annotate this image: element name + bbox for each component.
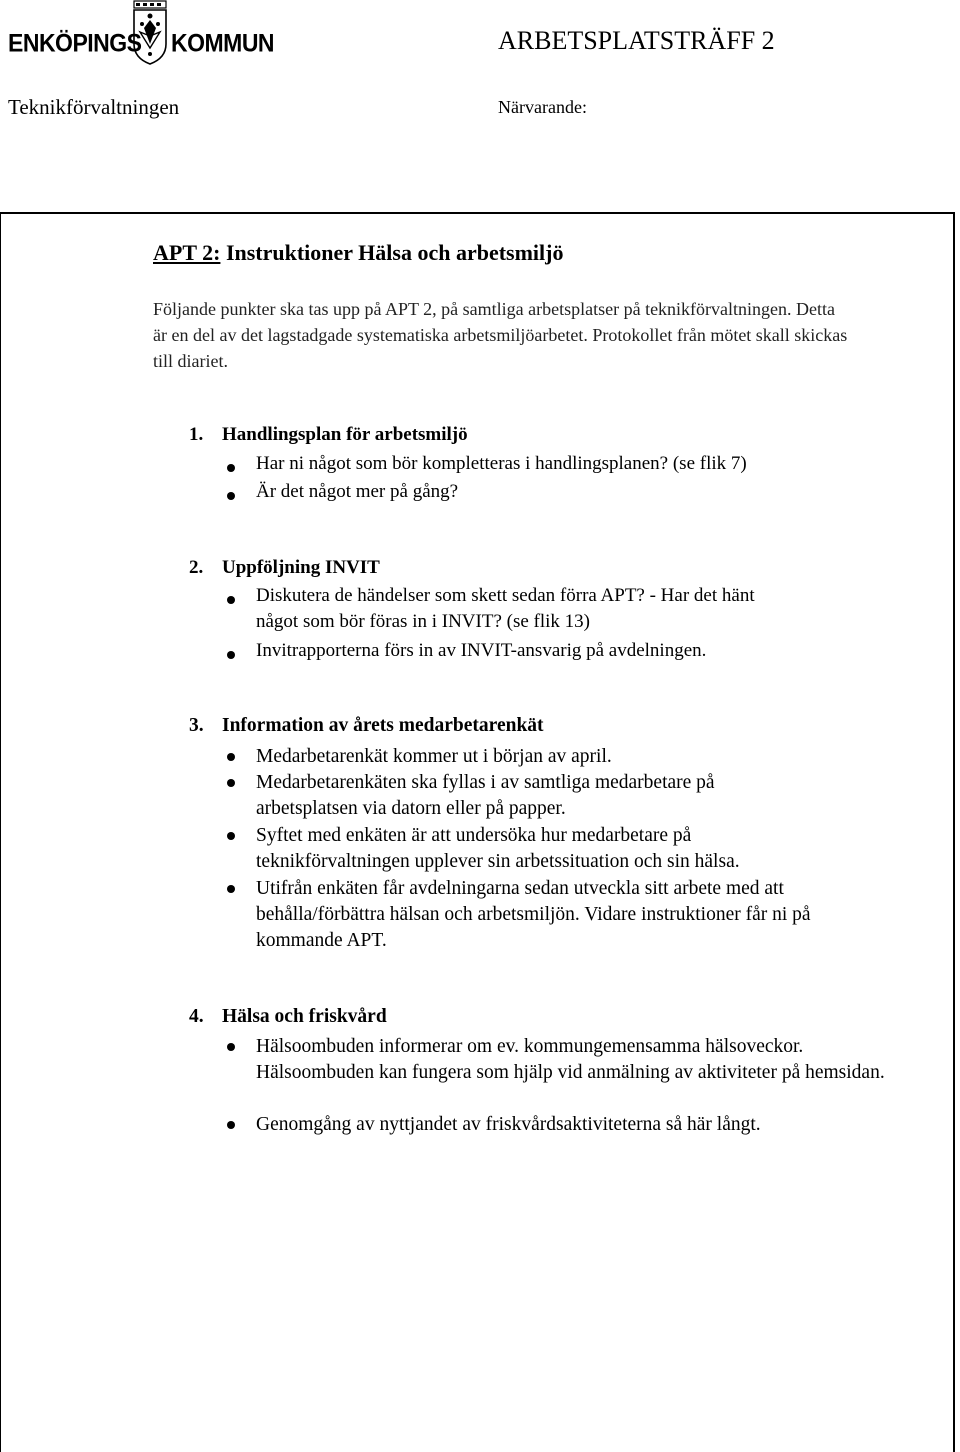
list-item-text: Medarbetarenkät kommer ut i början av april. [256, 746, 612, 767]
bullet-icon [227, 464, 235, 472]
section-title: Uppföljning INVIT [222, 557, 380, 578]
coat-of-arms-icon [128, 0, 172, 66]
section-heading [189, 424, 468, 446]
attendees-label: Närvarande: [498, 97, 587, 117]
section-number: 1. [189, 424, 204, 445]
bullet-icon [227, 1043, 235, 1051]
logo-word-right: KOMMUN [171, 28, 275, 57]
bullet-icon [227, 779, 235, 787]
bullet-icon [227, 492, 235, 500]
intro-paragraph: Följande punkter ska tas upp på APT 2, på samtliga arbetsplatser på teknikförvaltningen. Detta är en del av det lagstadgade systematiska arbetsmiljöarbetet. Protokollet från mötet skall skickas till diariet. [153, 299, 848, 371]
section-heading [189, 715, 544, 737]
list-item-text: Diskutera de händelser som skett sedan förra APT? - Har det hänt [256, 585, 755, 606]
list-item-text: Invitrapporterna förs in av INVIT-ansvarig på avdelningen. [256, 640, 707, 661]
document-title: ARBETSPLATSTRÄFF 2 [498, 26, 775, 55]
bullet-icon [227, 1121, 235, 1129]
heading-text: Instruktioner Hälsa och arbetsmiljö [220, 240, 564, 265]
list-item-text: Hälsoombuden informerar om ev. kommungemensamma hälsoveckor. Hälsoombuden kan fungera som hjälp vid anmälning av aktiviteter på hemsidan. [256, 1036, 885, 1083]
section-heading [189, 1006, 387, 1028]
list-item-text: Är det något mer på gång? [256, 481, 459, 502]
section-title: Handlingsplan för arbetsmiljö [222, 424, 468, 445]
org-logo [8, 0, 275, 66]
section-title: Hälsa och friskvård [222, 1006, 387, 1027]
list-item-text: Genomgång av nyttjandet av friskvårdsaktiviteterna så här långt. [256, 1114, 761, 1135]
bullet-icon [227, 596, 235, 604]
bullet-icon [227, 651, 235, 659]
section-number: 2. [189, 557, 204, 578]
department-name: Teknikförvaltningen [8, 95, 180, 119]
heading-prefix: APT 2: [153, 240, 221, 265]
list-item-text: Utifrån enkäten får avdelningarna sedan utveckla sitt arbete med att behålla/förbättra hälsan och arbetsmiljön. Vidare instruktioner får ni på kommande APT. [256, 878, 811, 951]
bullet-icon [227, 832, 235, 840]
section-heading [189, 557, 380, 579]
bullet-icon [227, 753, 235, 761]
section-number: 3. [189, 715, 204, 736]
section-number: 4. [189, 1006, 204, 1027]
logo-word-left: ENKÖPINGS [8, 28, 142, 57]
list-item-text: Medarbetarenkäten ska fyllas i av samtliga medarbetare på arbetsplatsen via datorn eller på papper. [256, 772, 715, 819]
list-item-text: Har ni något som bör kompletteras i handlingsplanen? (se flik 7) [256, 453, 747, 474]
list-item-text: något som bör föras in i INVIT? (se flik 13) [256, 611, 591, 632]
section-title: Information av årets medarbetarenkät [222, 715, 544, 736]
bullet-icon [227, 885, 235, 893]
list-item-text: Syftet med enkäten är att undersöka hur medarbetare på teknikförvaltningen upplever sin arbetssituation och sin hälsa. [256, 825, 740, 872]
page-heading [153, 240, 563, 266]
